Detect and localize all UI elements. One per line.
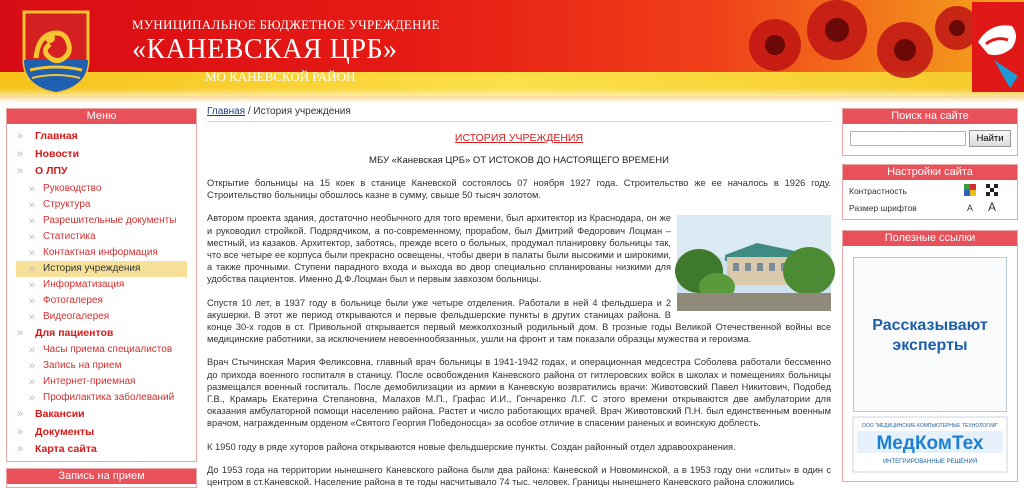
menu-item-prevention[interactable] — [7, 390, 196, 406]
chevron-double-right-icon: » — [29, 392, 36, 404]
useful-links-panel — [842, 230, 1018, 482]
menu-item-label: Запись на прием — [43, 360, 122, 371]
header-org-name: «КАНЕВСКАЯ ЦРБ» — [132, 34, 398, 65]
article-paragraph-with-photo — [207, 212, 831, 285]
menu-item-label: Для пациентов — [35, 326, 114, 339]
site-header — [0, 0, 1024, 103]
header-org-type: МУНИЦИПАЛЬНОЕ БЮДЖЕТНОЕ УЧРЕЖДЕНИЕ — [132, 17, 440, 32]
chevron-double-right-icon: » — [29, 360, 36, 372]
chevron-double-right-icon: » — [29, 344, 36, 356]
menu-item-structure[interactable] — [7, 197, 196, 213]
useful-links-title: Полезные ссылки — [843, 231, 1017, 246]
header-district: МО КАНЕВСКОЙ РАЙОН — [205, 69, 356, 84]
article-paragraph: К 1950 году в ряде хуторов района открываются новые фельдшерские пункты. Создан районный отдел здравоохранения. — [207, 441, 736, 452]
menu-item-label: Фотогалерея — [43, 294, 103, 306]
article-paragraph: Открытие больницы на 15 коек в станице Каневской состоялось 07 ноября 1927 года. Строительство же ее началось в 1926 году. Строительство больницы обошлось казне в сумму, свыше 50 тысяч золотом. — [207, 178, 831, 201]
chevron-double-right-icon: » — [17, 425, 24, 438]
chevron-double-right-icon: » — [17, 165, 24, 177]
site-settings-panel — [842, 164, 1018, 220]
search-panel — [842, 108, 1018, 156]
breadcrumb — [207, 106, 831, 122]
page-subtitle: МБУ «Каневская ЦРБ» ОТ ИСТОКОВ ДО НАСТОЯЩЕГО ВРЕМЕНИ — [369, 155, 669, 166]
menu-item-label: Вакансии — [35, 408, 85, 420]
menu-item-video-gallery[interactable] — [7, 309, 196, 325]
chevron-double-right-icon: » — [29, 246, 36, 259]
chevron-double-right-icon: » — [29, 198, 36, 211]
menu-item-vacancies[interactable] — [7, 406, 196, 424]
menu-item-label: Статистика — [43, 230, 96, 242]
medkomtekh-banner[interactable] — [853, 417, 1007, 472]
article-paragraph: Врач Стычинская Мария Феликсовна, главный врач больницы в 1941-1942 годах, и операционная медсестра Соболева работали бессменно до прихода военного госпиталя в станицу. После освобождения Каневского района от гитлеровских войск в школах и помещениях больницы размещался военный госпиталь. После демобилизации из армии в Каневскую возвратились врачи: Животовский Павел Никитович, Подобед Г.В., Крамарь Екатерина Степановна, Малахов М.П., Графас И.И., Гончаренко Л.Г. С этого времени открываются две амбулатории для оказания амбулаторной помощи населению района. Растет и число работающих врачей. Врач Животовский П.Н. был единственным военным врачом, награжденным орденом «Святого Георгия Победоносца» за особое отличие в спасении раненых и воинскую доблесть. — [207, 357, 831, 429]
menu-item-label: Интернет-приемная — [43, 376, 136, 387]
search-input[interactable] — [850, 131, 966, 146]
experts-banner[interactable] — [853, 257, 1007, 412]
color-contrast-icon[interactable] — [963, 184, 977, 196]
chevron-double-right-icon: » — [17, 408, 24, 420]
menu-item-for-patients[interactable] — [7, 325, 196, 343]
menu-item-label: Контактная информация — [43, 246, 158, 258]
menu-item-news[interactable] — [7, 146, 196, 164]
chevron-double-right-icon: » — [29, 294, 36, 307]
chevron-double-right-icon: » — [29, 182, 36, 195]
region-map-emblem — [972, 2, 1024, 92]
appointment-panel-title: Запись на прием — [7, 469, 196, 484]
menu-item-label: Часы приема специалистов — [43, 344, 173, 355]
menu-item-leadership[interactable] — [7, 181, 196, 197]
medkomtekh-slogan-text: ИНТЕГРИРОВАННЫЕ РЕШЕНИЯ — [882, 459, 978, 465]
menu-title: Меню — [7, 109, 196, 124]
article-paragraph: До 1953 года на территории нынешнего Каневского района были два района: Каневской и Новоминской, а в 1953 году они «слиты» в один с центром в ст.Каневской. Население района в те годы насчитывало 74 тыс. человек. Границы нынешнего Каневского района сложились — [207, 464, 831, 488]
chevron-double-right-icon: » — [29, 310, 36, 323]
menu-item-label: Структура — [43, 198, 91, 210]
appointment-panel — [6, 468, 197, 488]
chevron-double-right-icon: » — [29, 262, 36, 275]
chevron-double-right-icon: » — [29, 376, 36, 388]
menu-item-label: История учреждения — [43, 262, 141, 274]
menu-item-label: Видеогалерея — [43, 310, 110, 322]
medkomtekh-company-text: ООО "МЕДИЦИНСКИЕ КОМПЬЮТЕРНЫЕ ТЕХНОЛОГИИ" — [861, 423, 999, 429]
chevron-double-right-icon: » — [29, 230, 36, 243]
hospital-building-photo[interactable] — [677, 215, 831, 311]
menu-item-home[interactable] — [7, 128, 196, 146]
monochrome-contrast-icon[interactable] — [985, 184, 999, 196]
font-size-label: Размер шрифтов — [849, 203, 917, 213]
menu-item-label: Главная — [35, 130, 78, 142]
article-paragraph: Спустя 10 лет, в 1937 году в больнице были уже четыре отделения. Работали в ней 4 фельдшера и 2 акушерки. В этот же период открываются и первые фельдшерские пункты в других станицах района. В конце 30-х годов в ст. Привольной открывается первый межколхозный родильный дом. В грозные годы Великой Отечественной войны все медицинские работники, за исключением невоеннообязанных, ушли на фронт и там показали образцы мужества и героизма. — [207, 297, 831, 345]
breadcrumb-home-link[interactable]: Главная — [207, 106, 246, 117]
chevron-double-right-icon: » — [17, 443, 24, 455]
breadcrumb-current: История учреждения — [253, 106, 351, 117]
menu-item-label: Карта сайта — [35, 443, 97, 455]
menu-item-about[interactable] — [7, 163, 196, 181]
article-paragraph: Автором проекта здания, достаточно необычного для того времени, был архитектор из Краснодара, он же и руководил стройкой. Подрядчиком, а по-современному, прорабом, был Дмитрий Федорович Лоцман – местный, из казаков. Архитектор, заботясь, прежде всего о больных, продумал планировку больницы так, что все четыре ее корпуса были прекрасно освещены, чтобы двери в палаты были высокими и широкими, а также прочными. Ступени парадного входа и выхода во двор специально спланированы низкими для удобства пациентов. Именно Д.Ф.Лоцман был и первым завхозом больницы. — [207, 213, 671, 285]
contrast-label: Контрастность — [849, 186, 907, 196]
menu-item-label: Документы — [35, 425, 95, 438]
chevron-double-right-icon: » — [29, 214, 36, 227]
menu-item-history[interactable] — [16, 261, 187, 277]
menu-item-photo-gallery[interactable] — [7, 293, 196, 309]
menu-item-label: Профилактика заболеваний — [43, 392, 175, 403]
chevron-double-right-icon: » — [17, 130, 24, 142]
chevron-double-right-icon: » — [17, 326, 24, 339]
menu-item-statistics[interactable] — [7, 229, 196, 245]
menu-item-informatization[interactable] — [7, 277, 196, 293]
sunflowers-decoration — [745, 0, 975, 100]
menu-item-permits[interactable] — [7, 213, 196, 229]
menu-item-label: Руководство — [43, 182, 102, 194]
main-menu — [6, 108, 197, 462]
font-decrease-button[interactable]: A — [966, 203, 973, 213]
chevron-double-right-icon: » — [29, 278, 36, 291]
menu-item-documents[interactable] — [7, 424, 196, 442]
font-increase-button[interactable]: A — [987, 200, 996, 214]
menu-item-label: Информатизация — [43, 278, 125, 290]
menu-item-online-reception[interactable] — [7, 374, 196, 390]
experts-banner-text: Рассказывают эксперты — [872, 317, 988, 354]
main-content — [207, 106, 831, 488]
menu-item-appointment[interactable] — [7, 358, 196, 374]
menu-item-specialist-hours[interactable] — [7, 342, 196, 358]
menu-item-label: Разрешительные документы — [43, 214, 177, 226]
medkomtekh-brand-text: МедКомТех — [876, 433, 984, 454]
search-panel-title: Поиск на сайте — [843, 109, 1017, 124]
search-button[interactable]: Найти — [969, 130, 1011, 147]
menu-item-label: О ЛПУ — [35, 165, 68, 177]
coat-of-arms-logo[interactable] — [20, 8, 92, 94]
menu-item-contacts[interactable] — [7, 245, 196, 261]
chevron-double-right-icon: » — [17, 147, 24, 160]
breadcrumb-separator: / — [245, 106, 254, 117]
settings-panel-title: Настройки сайта — [843, 165, 1017, 180]
page-title: ИСТОРИЯ УЧРЕЖДЕНИЯ — [454, 132, 584, 144]
menu-item-label: Новости — [35, 147, 80, 160]
menu-item-sitemap[interactable] — [7, 441, 196, 459]
